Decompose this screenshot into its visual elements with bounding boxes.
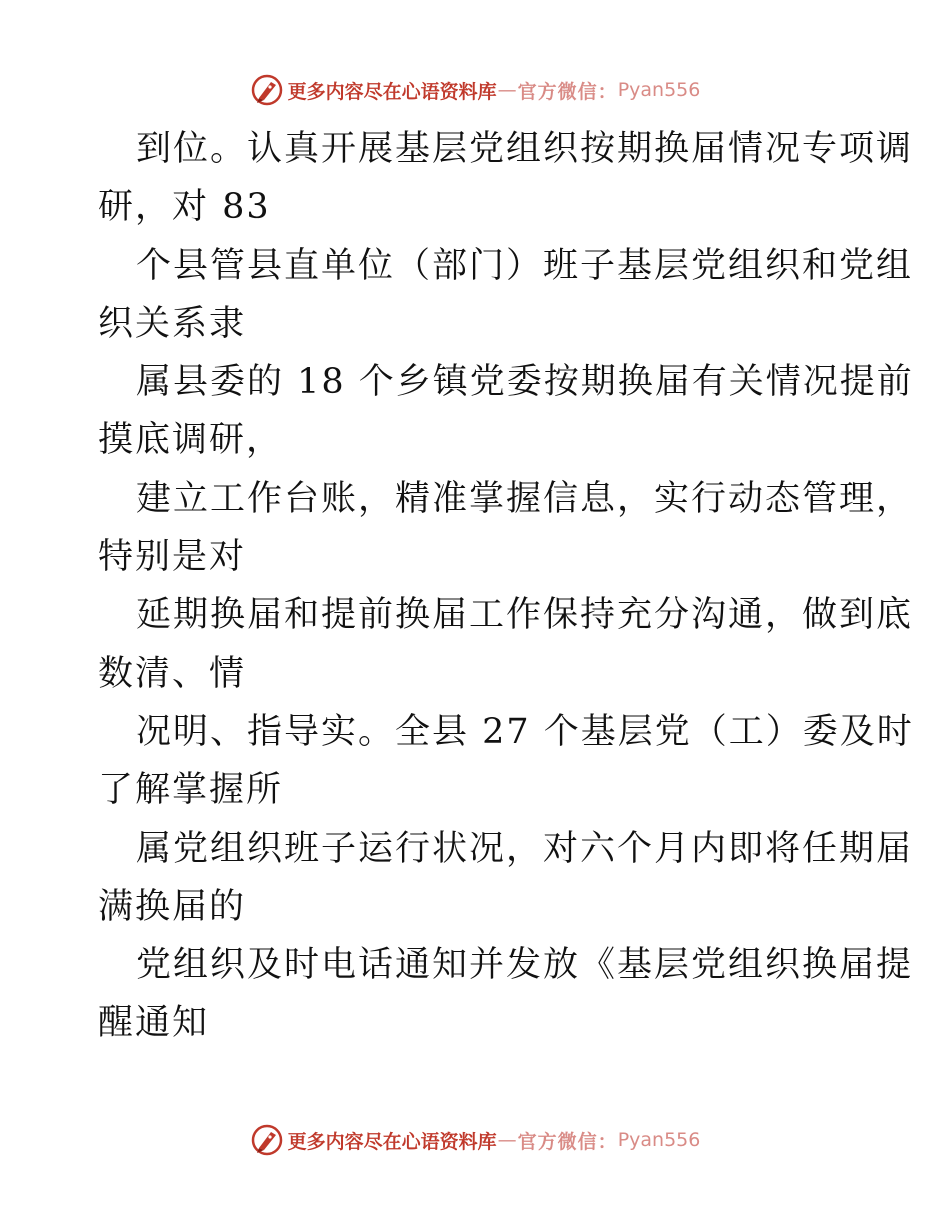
document-body [98,120,914,1053]
watermark-id: Pyan556 [617,79,701,101]
text-line: 到位。认真开展基层党组织按期换届情况专项调 [136,129,914,169]
text-line: 织关系隶 [98,303,247,344]
footer-watermark [0,1120,950,1160]
header-watermark [0,70,950,110]
pen-nib-logo-icon [250,1123,284,1157]
watermark-dash: — [497,79,517,101]
text-line: 属党组织班子运行状况，对六个月内即将任期届 [136,828,914,869]
text-line: 数清、情 [98,653,247,694]
pen-nib-logo-icon [250,73,284,107]
text-line: 醒通知 [98,1003,210,1044]
watermark-text: 更多内容尽在心语资料库 [287,80,497,103]
text-line: 研，对 83 [98,187,271,228]
watermark-label: 官方微信： [517,80,618,103]
watermark-dash: — [497,1129,517,1151]
text-line: 党组织及时电话通知并发放《基层党组织换届提 [136,945,914,986]
text-line: 建立工作台账，精准掌握信息，实行动态管理， [136,478,914,519]
text-line: 了解掌握所 [98,770,284,811]
text-line: 特别是对 [98,537,247,578]
text-line: 满换届的 [98,886,247,927]
text-line: 摸底调研， [98,420,284,461]
watermark-id: Pyan556 [617,1129,701,1151]
watermark-label: 官方微信： [517,1130,618,1153]
text-line: 个县管县直单位（部门）班子基层党组织和党组 [136,245,914,286]
text-line: 属县委的 18 个乡镇党委按期换届有关情况提前 [136,362,914,403]
text-line: 延期换届和提前换届工作保持充分沟通，做到底 [136,595,914,636]
watermark-text: 更多内容尽在心语资料库 [287,1130,497,1153]
text-line: 况明、指导实。全县 27 个基层党（工）委及时 [136,711,914,752]
